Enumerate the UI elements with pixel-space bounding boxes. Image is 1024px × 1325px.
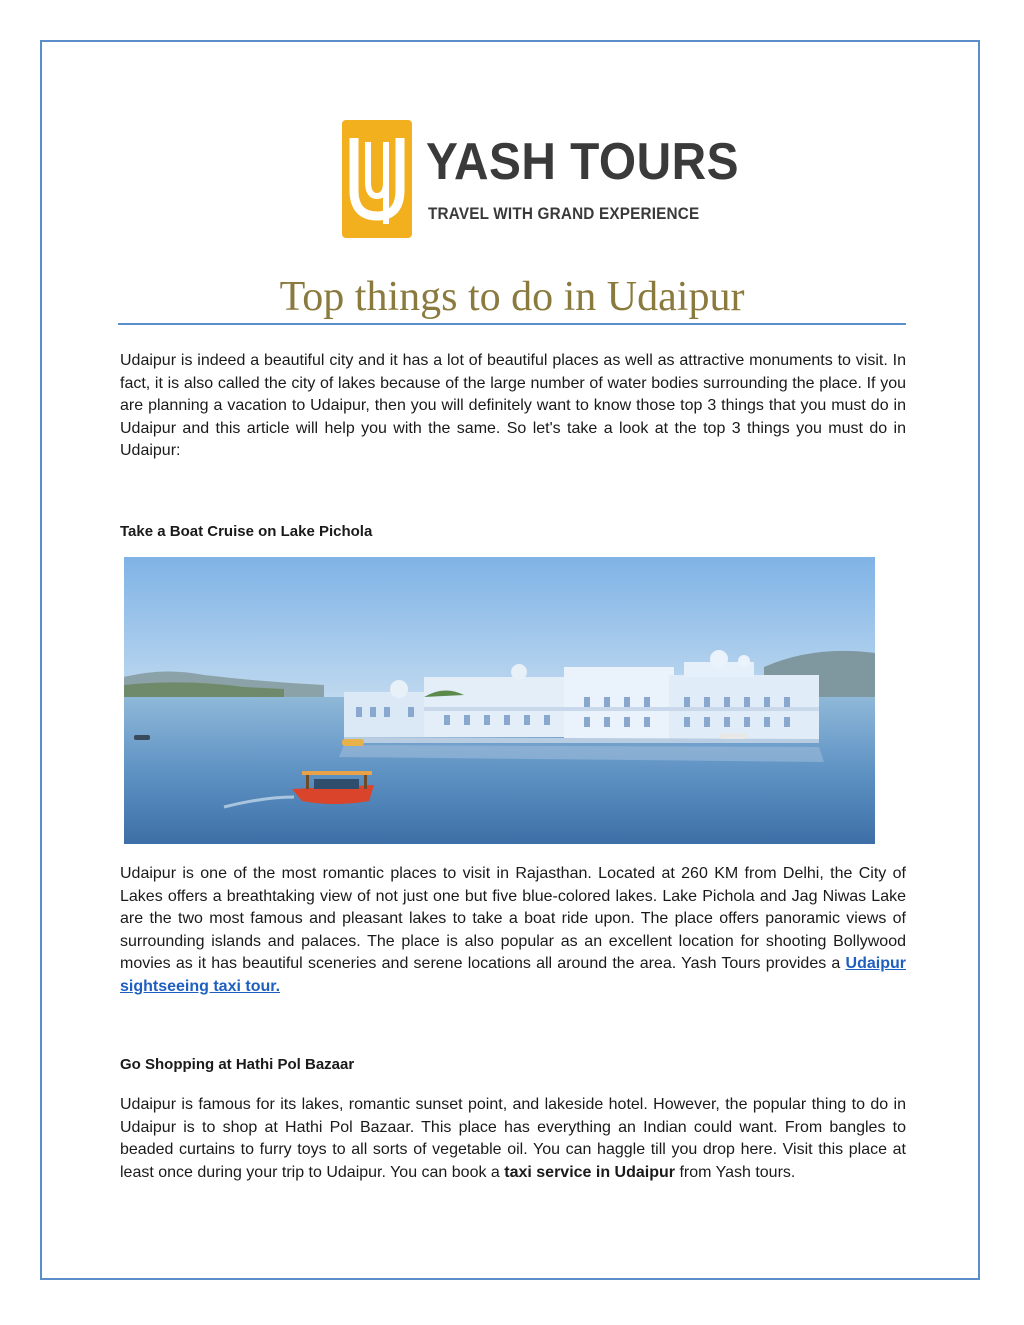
boat-cruise-text: Udaipur is one of the most romantic places to visit in Rajasthan. Located at 260 KM from Delhi, the City of Lakes offers a breathtaking view of not just one but five blue-colored lakes. Lake Pichola and Jag Niwas Lake are the two most famous and pleasant lakes to take a boat ride upon. The place offers panoramic views of surrounding islands and palaces. The place is also popular as an excellent location for shooting Bollywood movies as it has beautiful sceneries and serene locations all around the area. Yash Tours provides a [120,865,906,973]
logo-title: YASH TOURS [426,133,740,191]
title-underline [118,323,906,325]
section-heading-hathi-pol: Go Shopping at Hathi Pol Bazaar [120,1056,355,1073]
taxi-service-bold: taxi service in Udaipur [504,1163,675,1181]
yash-logo-icon [342,120,412,238]
brand-logo [342,118,740,240]
udaipur-sightseeing-link[interactable]: Udaipur sightseeing taxi tour. [120,955,906,995]
logo-tagline: TRAVEL WITH GRAND EXPERIENCE [428,204,700,223]
hathi-pol-text-end: from Yash tours. [675,1163,796,1181]
page-title: Top things to do in Udaipur [279,274,745,320]
hathi-pol-paragraph [120,1094,906,1184]
intro-paragraph: Udaipur is indeed a beautiful city and it has a lot of beautiful places as well as attractive monuments to visit. In fact, it is also called the city of lakes because of the large number of water bodies surrounding the place. If you are planning a vacation to Udaipur, then you will definitely want to know those top 3 things that you must do in Udaipur and this article will help you with the same. So let's take a look at the top 3 things you must do in Udaipur: [120,352,906,460]
boat-cruise-paragraph [120,863,906,999]
lake-palace-photo [124,557,875,844]
section-heading-boat-cruise: Take a Boat Cruise on Lake Pichola [120,523,373,540]
hathi-pol-text: Udaipur is famous for its lakes, romantic sunset point, and lakeside hotel. However, the popular thing to do in Udaipur is to shop at Hathi Pol Bazaar. This place has everything an Indian could want. From bangles to beaded curtains to furry toys to all sorts of vegetable oil. You can haggle till you drop here. Visit this place at least once during your trip to Udaipur. You can book a [120,1096,906,1181]
